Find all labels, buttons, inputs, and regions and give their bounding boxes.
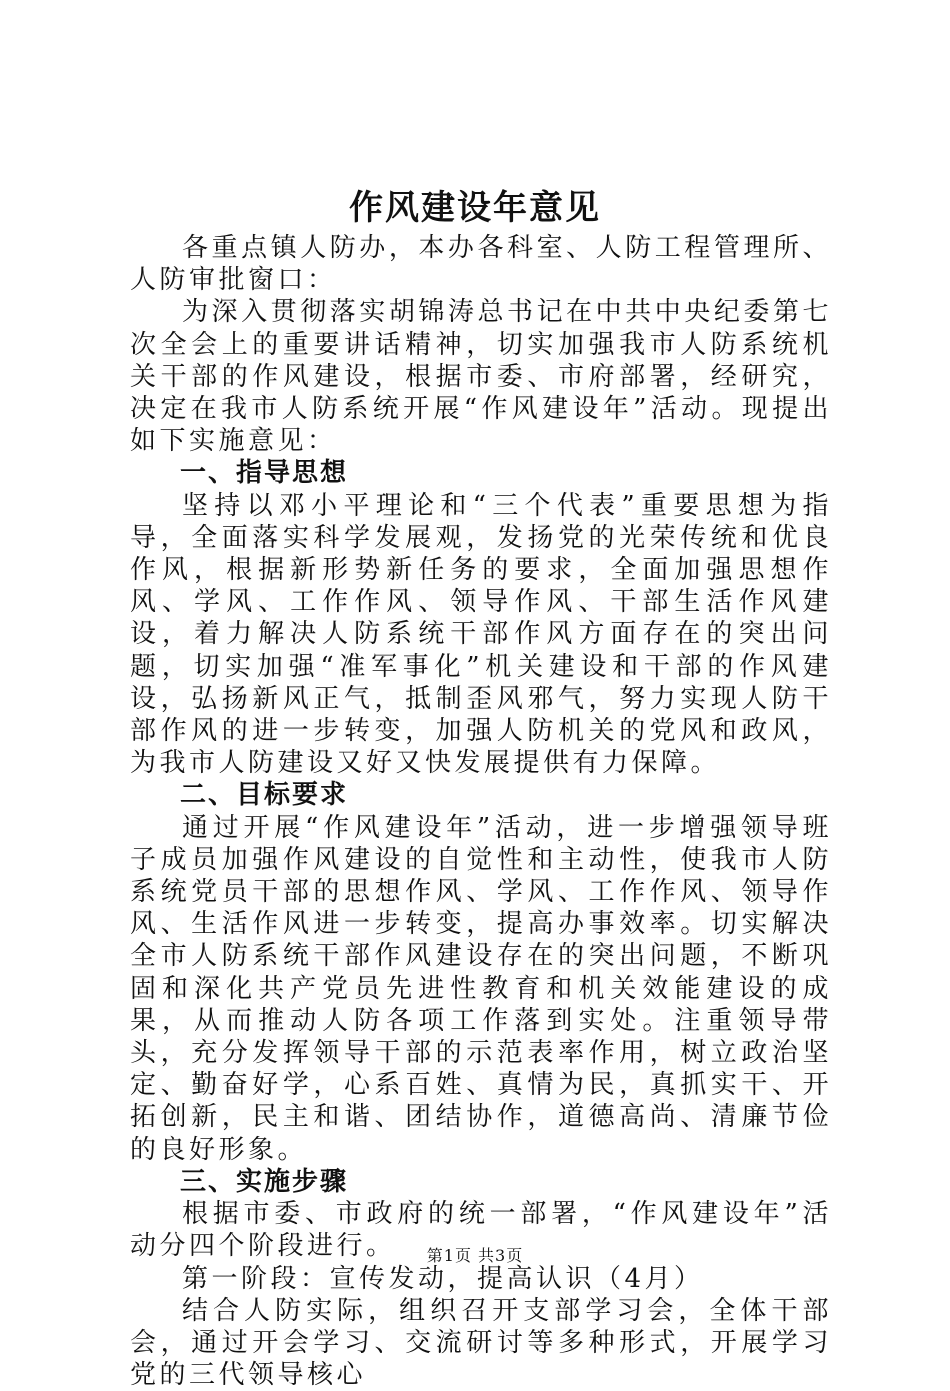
section-paragraph: 结合人防实际，组织召开支部学习会，全体干部会，通过开会学习、交流研讨等多种形式，开展学习党的三代领导核心	[130, 1295, 832, 1391]
section-paragraph: 坚持以邓小平理论和“三个代表”重要思想为指导，全面落实科学发展观，发扬党的光荣传统和优良作风，根据新形势新任务的要求，全面加强思想作风、学风、工作作风、领导作风、干部生活作风建设，着力解决人防系统干部作风方面存在的突出问题，切实加强“准军事化”机关建设和干部的作风建设，弘扬新风正气，抵制歪风邪气，努力实现人防干部作风的进一步转变，加强人防机关的党风和政风，为我市人防建设又好又快发展提供有力保障。	[130, 490, 832, 779]
section-heading-goals: 二、目标要求	[180, 780, 349, 811]
section-heading-guiding-ideology: 一、指导思想	[180, 458, 349, 489]
section-heading-implementation-steps: 三、实施步骤	[180, 1166, 349, 1197]
stage-one-heading: 第一阶段：宣传发动，提高认识（4月）	[182, 1263, 704, 1294]
section-paragraph: 通过开展“作风建设年”活动，进一步增强领导班子成员加强作风建设的自觉性和主动性，使我市人防系统党员干部的思想作风、学风、工作作风、领导作风、生活作风进一步转变，提高办事效率。切实解决全市人防系统干部作风建设存在的突出问题，不断巩固和深化共产党员先进性教育和机关效能建设的成果，从而推动人防各项工作落到实处。注重领导带头，充分发挥领导干部的示范表率作用，树立政治坚定、勤奋好学，心系百姓、真情为民，真抓实干、开拓创新，民主和谐、团结协作，道德高尚、清廉节俭的良好形象。	[130, 812, 832, 1165]
page-number-footer: 第1页 共3页	[426, 1246, 524, 1265]
intro-paragraph: 为深入贯彻落实胡锦涛总书记在中共中央纪委第七次全会上的重要讲话精神，切实加强我市人防系统机关干部的作风建设，根据市委、市府部署，经研究，决定在我市人防系统开展“作风建设年”活动。现提出如下实施意见：	[130, 297, 832, 457]
salutation-paragraph: 各重点镇人防办，本办各科室、人防工程管理所、人防审批窗口：	[130, 233, 832, 296]
document-body	[130, 232, 832, 1391]
document-title: 作风建设年意见	[349, 188, 601, 228]
section-paragraph: 根据市委、市政府的统一部署，“作风建设年”活动分四个阶段进行。	[130, 1199, 832, 1262]
